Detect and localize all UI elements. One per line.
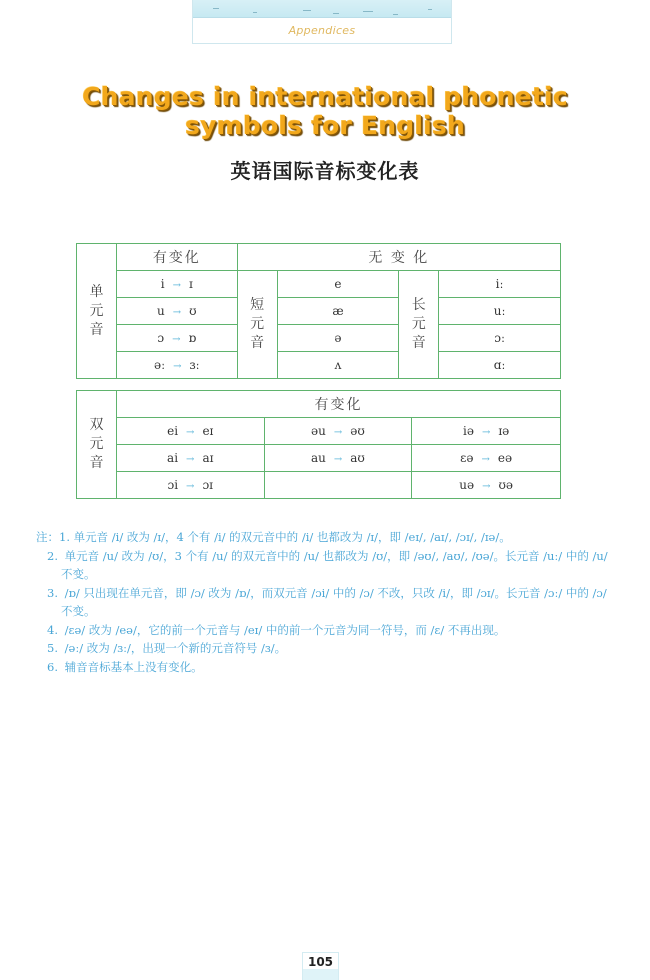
header-decorative-band <box>193 0 451 18</box>
short-vowel-label: 短 元 音 <box>237 271 277 379</box>
changed-cell: əː → ɜː <box>116 352 237 379</box>
diphthong-table <box>76 390 561 499</box>
diphthong-cell: ɔi → ɔɪ <box>116 472 264 499</box>
short-vowel-cell: ə <box>277 325 399 352</box>
diphthong-cell-empty <box>264 472 412 499</box>
arrow-icon: → <box>482 481 491 492</box>
diphthong-cell: ai → aɪ <box>116 445 264 472</box>
changed-header: 有变化 <box>116 244 237 271</box>
title-line-2: symbols for English <box>185 111 465 140</box>
arrow-icon: → <box>186 427 195 438</box>
long-vowel-cell: ɑː <box>439 352 561 379</box>
diphthong-cell: əu → əʊ <box>264 418 412 445</box>
note-item: 注：1. 单元音 /i/ 改为 /ɪ/，4 个有 /i/ 的双元音中的 /i/ 也都改为 /ɪ/，即 /eɪ/, /aɪ/, /ɔɪ/, /ɪə/。 <box>36 530 511 544</box>
diphthong-cell: ɛə → eə <box>412 445 561 472</box>
arrow-icon: → <box>186 481 195 492</box>
note-item: 5. /əː/ 改为 /ɜː/，出现一个新的元音符号 /ɜ/。 <box>47 641 287 655</box>
note-item: 6. 辅音音标基本上没有变化。 <box>47 659 203 674</box>
arrow-icon: → <box>172 280 182 291</box>
long-vowel-label: 长 元 音 <box>399 271 439 379</box>
running-header <box>192 0 452 44</box>
changed-cell: i → ɪ <box>116 271 237 298</box>
diphthong-cell: iə → ɪə <box>412 418 561 445</box>
changed-cell: ɔ → ɒ <box>116 325 237 352</box>
long-vowel-cell: uː <box>439 298 561 325</box>
notes-lead: 注： <box>36 530 59 544</box>
diphthong-cell: ei → eɪ <box>116 418 264 445</box>
notes-section <box>36 528 616 676</box>
page-number: 105 <box>302 952 339 980</box>
long-vowel-cell: ɔː <box>439 325 561 352</box>
page-title-chinese: 英语国际音标变化表 <box>230 159 420 183</box>
arrow-icon: → <box>333 427 343 438</box>
monophthong-label: 单 元 音 <box>77 244 117 379</box>
arrow-icon: → <box>186 454 195 465</box>
changed-cell: u → ʊ <box>116 298 237 325</box>
diphthong-changed-header: 有变化 <box>116 391 560 418</box>
diphthong-cell: uə → ʊə <box>412 472 561 499</box>
arrow-icon: → <box>333 454 343 465</box>
unchanged-header: 无 变 化 <box>237 244 560 271</box>
short-vowel-cell: ʌ <box>277 352 399 379</box>
monophthong-table <box>76 243 561 379</box>
section-label: Appendices <box>288 24 356 37</box>
arrow-icon: → <box>172 307 182 318</box>
diphthong-cell: au → aʊ <box>264 445 412 472</box>
long-vowel-cell: iː <box>439 271 561 298</box>
page-title-english <box>0 82 650 140</box>
arrow-icon: → <box>173 361 182 372</box>
arrow-icon: → <box>481 427 491 438</box>
title-line-1: Changes in international phonetic <box>82 82 568 111</box>
note-item: 4. /ɛə/ 改为 /eə/，它的前一个元音与 /eɪ/ 中的前一个元音为同一符号，而 /ɛ/ 不再出现。 <box>47 622 506 637</box>
note-item: 2. 单元音 /u/ 改为 /ʊ/，3 个有 /u/ 的双元音中的 /u/ 也都改为 /ʊ/，即 /əʊ/, /aʊ/, /ʊə/。长元音 /uː/ 中的 /u/ 不变。 <box>47 548 608 581</box>
arrow-icon: → <box>481 454 490 465</box>
arrow-icon: → <box>172 334 181 345</box>
note-item: 3. /ɒ/ 只出现在单元音，即 /ɔ/ 改为 /ɒ/，而双元音 /ɔi/ 中的 /ɔ/ 不改，只改 /i/，即 /ɔɪ/。长元音 /ɔː/ 中的 /ɔ/ 不变。 <box>47 585 607 618</box>
short-vowel-cell: æ <box>277 298 399 325</box>
short-vowel-cell: e <box>277 271 399 298</box>
diphthong-label: 双 元 音 <box>77 391 117 499</box>
